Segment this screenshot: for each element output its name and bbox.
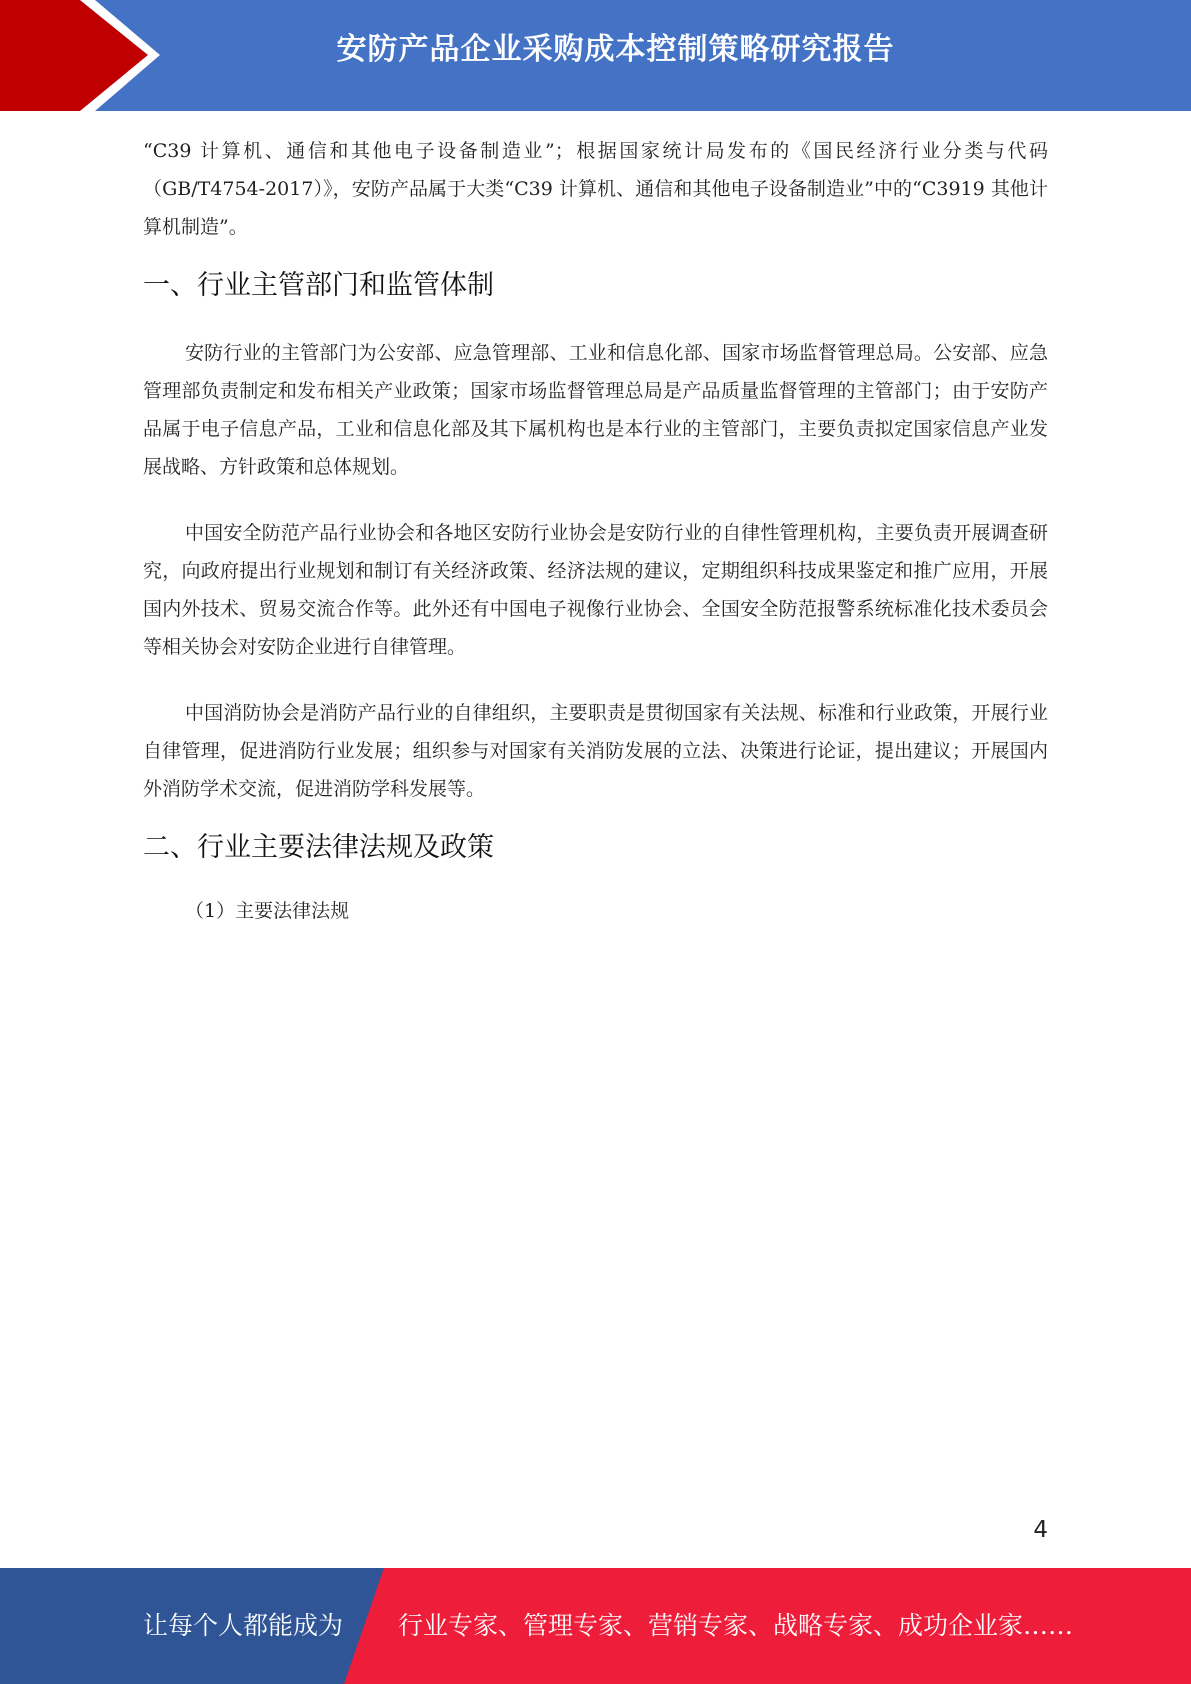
- paragraph-industry-classification: “C39 计算机、通信和其他电子设备制造业”；根据国家统计局发布的《国民经济行业分类与代码（GB/T4754-2017）》，安防产品属于大类“C39 计算机、通信和其他电子设备制造业”中的“C3919 其他计算机制造”。: [143, 140, 1048, 238]
- page-footer: [0, 1568, 1191, 1684]
- header-red-chevron-decoration: [0, 0, 160, 111]
- paragraph-security-association: 中国安全防范产品行业协会和各地区安防行业协会是安防行业的自律性管理机构，主要负责开展调查研究，向政府提出行业规划和制订有关经济政策、经济法规的建议，定期组织科技成果鉴定和推广应用，开展国内外技术、贸易交流合作等。此外还有中国电子视像行业协会、全国安全防范报警系统标准化技术委员会等相关协会对安防企业进行自律管理。: [143, 522, 1048, 658]
- page-number: 4: [1033, 1517, 1048, 1543]
- paragraph-fire-association: 中国消防协会是消防产品行业的自律组织，主要职责是贯彻国家有关法规、标准和行业政策，开展行业自律管理，促进消防行业发展；组织参与对国家有关消防发展的立法、决策进行论证，提出建议；开展国内外消防学术交流，促进消防学科发展等。: [143, 702, 1048, 800]
- paragraph-competent-authorities: 安防行业的主管部门为公安部、应急管理部、工业和信息化部、国家市场监督管理总局。公安部、应急管理部负责制定和发布相关产业政策；国家市场监督管理总局是产品质量监督管理的主管部门；由于安防产品属于电子信息产品，工业和信息化部及其下属机构也是本行业的主管部门，主要负责拟定国家信息产业发展战略、方针政策和总体规划。: [143, 342, 1048, 478]
- footer-slogan-left: 让每个人都能成为: [143, 1611, 344, 1640]
- document-body: [143, 132, 1048, 930]
- sub-item-main-laws: （1）主要法律法规: [185, 900, 350, 922]
- report-title: 安防产品企业采购成本控制策略研究报告: [336, 32, 895, 67]
- footer-slogan-right: 行业专家、管理专家、营销专家、战略专家、成功企业家……: [398, 1611, 1074, 1640]
- section-heading-laws-policies: 二、行业主要法律法规及政策: [143, 832, 494, 863]
- page-header: [0, 0, 1191, 111]
- section-heading-regulation: 一、行业主管部门和监管体制: [143, 270, 494, 301]
